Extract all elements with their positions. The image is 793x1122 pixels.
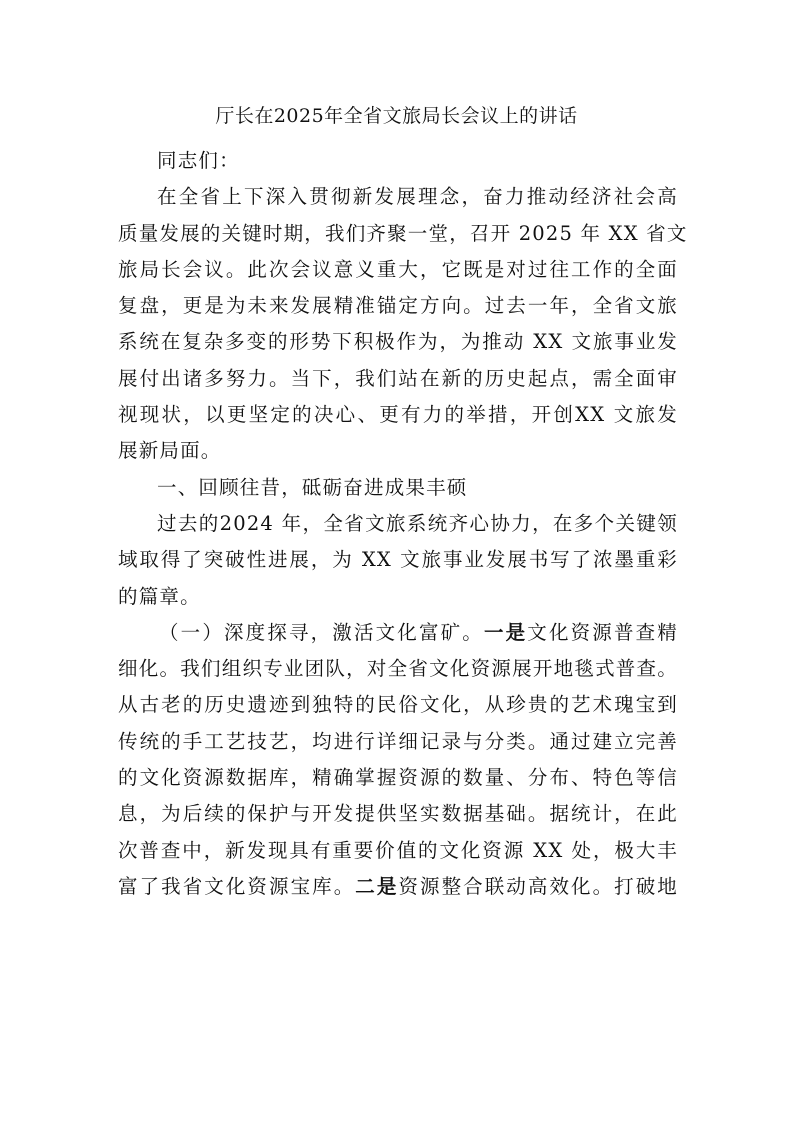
paragraph-2-line-3: 的篇章。 [118, 584, 201, 608]
paragraph-2-line-2: 域取得了突破性进展，为 XX 文旅事业发展书写了浓墨重彩 [118, 548, 678, 572]
paragraph-1-line-3: 旅局长会议。此次会议意义重大，它既是对过往工作的全面 [118, 257, 678, 281]
document-title: 厅长在2025年全省文旅局长会议上的讲话 [215, 105, 578, 127]
paragraph-1-line-5: 系统在复杂多变的形势下积极作为，为推动 XX 文旅事业发 [118, 330, 678, 354]
document-body [118, 143, 688, 905]
paragraph-1-line-4: 复盘，更是为未来发展精准锚定方向。过去一年，全省文旅 [118, 294, 678, 318]
paragraph-2-line-1: 过去的2024 年，全省文旅系统齐心协力，在多个关键领 [157, 511, 678, 535]
section-1-heading: 一、回顾往昔，砥砺奋进成果丰硕 [157, 475, 468, 499]
emphasis-second: 二是 [355, 874, 399, 898]
salutation: 同志们： [157, 149, 240, 172]
paragraph-1-line-6: 展付出诸多努力。当下，我们站在新的历史起点，需全面审 [118, 366, 678, 390]
subsection-heading: （一）深度探寻，激活文化富矿。 [159, 620, 484, 644]
paragraph-1-line-2: 质量发展的关键时期，我们齐聚一堂，召开 2025 年 XX 省文 [118, 221, 688, 245]
paragraph-3-line-6: 息，为后续的保护与开发提供坚实数据基础。据统计，在此 [118, 802, 678, 826]
paragraph-3-line-8 [118, 869, 678, 905]
paragraph-3-line-1-rest: 文化资源普查精 [527, 620, 678, 644]
paragraph-1-line-8: 展新局面。 [118, 439, 222, 463]
paragraph-3-line-2: 细化。我们组织专业团队，对全省文化资源展开地毯式普查。 [118, 657, 678, 681]
paragraph-3-line-3: 从古老的历史遗迹到独特的民俗文化，从珍贵的艺术瑰宝到 [118, 693, 678, 717]
paragraph-1-line-1: 在全省上下深入贯彻新发展理念，奋力推动经济社会高 [157, 185, 678, 209]
paragraph-3-line-4: 传统的手工艺技艺，均进行详细记录与分类。通过建立完善 [118, 729, 678, 753]
paragraph-3-line-1 [118, 615, 678, 651]
paragraph-3-line-7: 次普查中，新发现具有重要价值的文化资源 XX 处，极大丰 [118, 838, 678, 862]
paragraph-1-line-7: 视现状，以更坚定的决心、更有力的举措，开创XX 文旅发 [118, 403, 678, 427]
paragraph-3-line-8-part-1: 富了我省文化资源宝库。 [118, 874, 356, 898]
paragraph-3-line-8-part-2: 资源整合联动高效化。打破地 [398, 874, 679, 898]
paragraph-3-line-5: 的文化资源数据库，精确掌握资源的数量、分布、特色等信 [118, 766, 678, 790]
emphasis-first: 一是 [483, 620, 528, 644]
